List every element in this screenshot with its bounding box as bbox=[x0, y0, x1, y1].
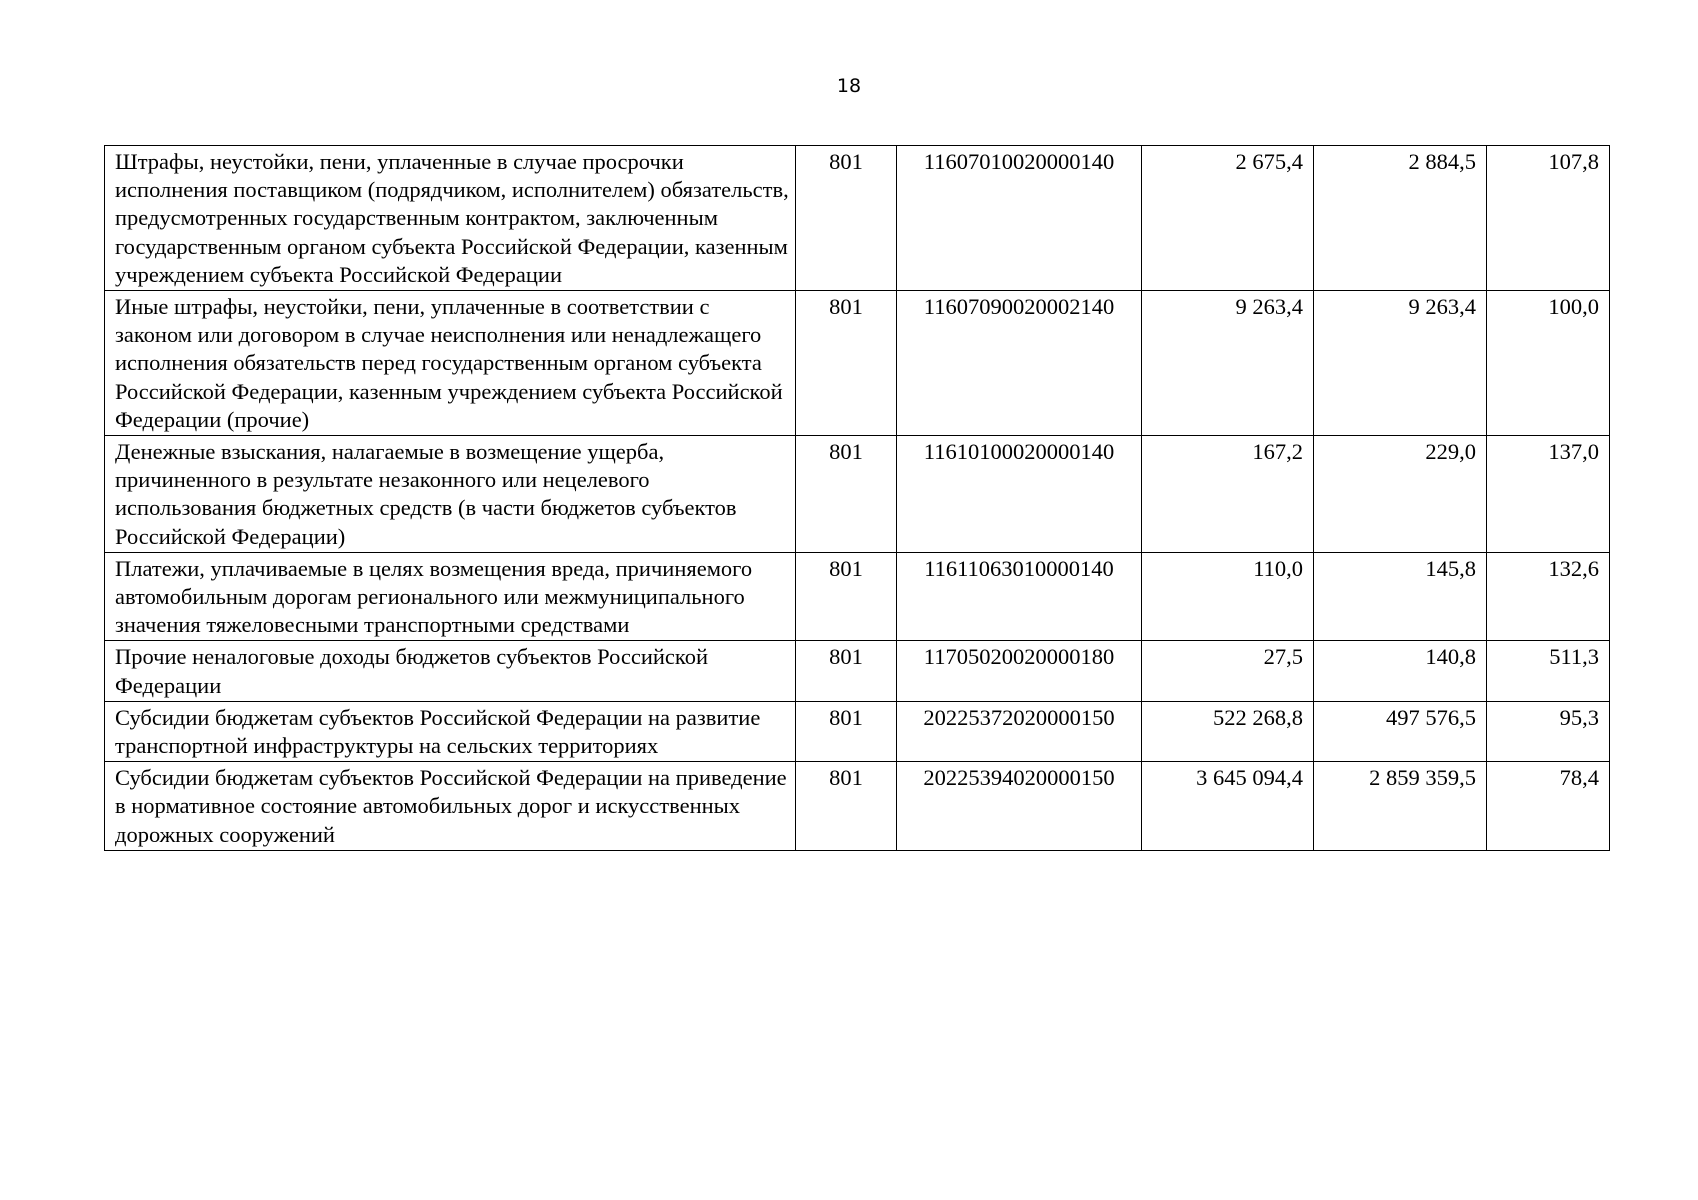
administrator-code-cell: 801 bbox=[796, 552, 897, 641]
budget-classification-code-cell: 11611063010000140 bbox=[897, 552, 1142, 641]
administrator-code-cell: 801 bbox=[796, 436, 897, 553]
execution-percent-cell: 78,4 bbox=[1487, 762, 1610, 851]
table-row bbox=[105, 762, 1610, 851]
execution-percent-cell: 132,6 bbox=[1487, 552, 1610, 641]
revenue-name-cell: Штрафы, неустойки, пени, уплаченные в случае просрочки исполнения поставщиком (подрядчиком, исполнителем) обязательств, предусмотренных государственным контрактом, заключенным государственным органом субъекта Российской Федерации, казенным учреждением субъекта Российской Федерации bbox=[105, 146, 796, 291]
execution-percent-cell: 107,8 bbox=[1487, 146, 1610, 291]
revenue-table bbox=[104, 145, 1610, 851]
execution-percent-cell: 511,3 bbox=[1487, 641, 1610, 701]
table-row bbox=[105, 436, 1610, 553]
administrator-code-cell: 801 bbox=[796, 641, 897, 701]
revenue-name-cell: Иные штрафы, неустойки, пени, уплаченные в соответствии с законом или договором в случае неисполнения или ненадлежащего исполнения обязательств перед государственным органом субъекта Российской Федерации, казенным учреждением субъекта Российской Федерации (прочие) bbox=[105, 291, 796, 436]
planned-amount-cell: 27,5 bbox=[1142, 641, 1314, 701]
administrator-code-cell: 801 bbox=[796, 146, 897, 291]
budget-classification-code-cell: 20225372020000150 bbox=[897, 701, 1142, 761]
administrator-code-cell: 801 bbox=[796, 291, 897, 436]
budget-classification-code-cell: 20225394020000150 bbox=[897, 762, 1142, 851]
revenue-name-cell: Прочие неналоговые доходы бюджетов субъектов Российской Федерации bbox=[105, 641, 796, 701]
execution-percent-cell: 100,0 bbox=[1487, 291, 1610, 436]
planned-amount-cell: 9 263,4 bbox=[1142, 291, 1314, 436]
revenue-name-cell: Субсидии бюджетам субъектов Российской Федерации на развитие транспортной инфраструктуры на сельских территориях bbox=[105, 701, 796, 761]
actual-amount-cell: 229,0 bbox=[1314, 436, 1487, 553]
table-row bbox=[105, 641, 1610, 701]
planned-amount-cell: 522 268,8 bbox=[1142, 701, 1314, 761]
actual-amount-cell: 2 859 359,5 bbox=[1314, 762, 1487, 851]
actual-amount-cell: 145,8 bbox=[1314, 552, 1487, 641]
planned-amount-cell: 167,2 bbox=[1142, 436, 1314, 553]
planned-amount-cell: 3 645 094,4 bbox=[1142, 762, 1314, 851]
revenue-name-cell: Субсидии бюджетам субъектов Российской Федерации на приведение в нормативное состояние автомобильных дорог и искусственных дорожных сооружений bbox=[105, 762, 796, 851]
budget-classification-code-cell: 11705020020000180 bbox=[897, 641, 1142, 701]
budget-classification-code-cell: 11607090020002140 bbox=[897, 291, 1142, 436]
budget-classification-code-cell: 11607010020000140 bbox=[897, 146, 1142, 291]
execution-percent-cell: 95,3 bbox=[1487, 701, 1610, 761]
planned-amount-cell: 110,0 bbox=[1142, 552, 1314, 641]
table-row bbox=[105, 552, 1610, 641]
actual-amount-cell: 497 576,5 bbox=[1314, 701, 1487, 761]
table-row bbox=[105, 291, 1610, 436]
revenue-name-cell: Денежные взыскания, налагаемые в возмещение ущерба, причиненного в результате незаконного или нецелевого использования бюджетных средств (в части бюджетов субъектов Российской Федерации) bbox=[105, 436, 796, 553]
actual-amount-cell: 2 884,5 bbox=[1314, 146, 1487, 291]
actual-amount-cell: 140,8 bbox=[1314, 641, 1487, 701]
revenue-name-cell: Платежи, уплачиваемые в целях возмещения вреда, причиняемого автомобильным дорогам регионального или межмуниципального значения тяжеловесными транспортными средствами bbox=[105, 552, 796, 641]
table-row bbox=[105, 146, 1610, 291]
planned-amount-cell: 2 675,4 bbox=[1142, 146, 1314, 291]
administrator-code-cell: 801 bbox=[796, 762, 897, 851]
page-number: 18 bbox=[836, 75, 862, 97]
execution-percent-cell: 137,0 bbox=[1487, 436, 1610, 553]
budget-classification-code-cell: 11610100020000140 bbox=[897, 436, 1142, 553]
actual-amount-cell: 9 263,4 bbox=[1314, 291, 1487, 436]
administrator-code-cell: 801 bbox=[796, 701, 897, 761]
table-row bbox=[105, 701, 1610, 761]
